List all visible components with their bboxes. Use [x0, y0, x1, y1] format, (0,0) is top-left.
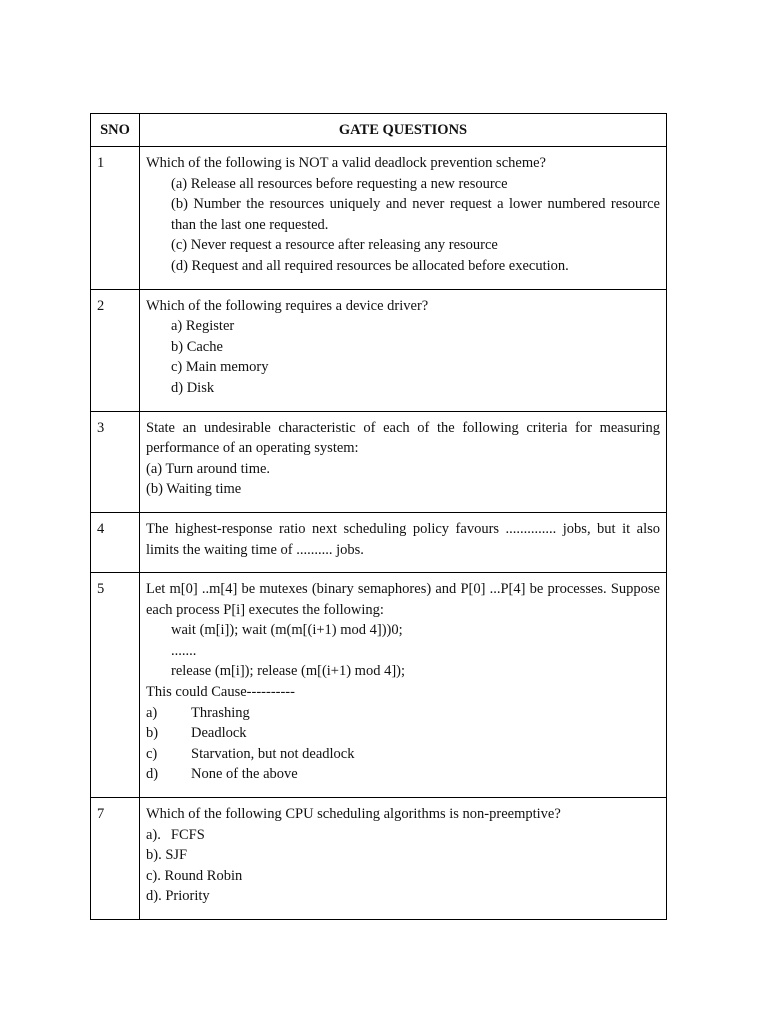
sno-header: SNO	[91, 114, 140, 147]
option-label: d)	[146, 766, 159, 783]
question-prompt: This could Cause----------	[146, 684, 295, 701]
option-d: d) Disk	[171, 379, 215, 396]
question-row-3	[91, 411, 667, 512]
questions-header: GATE QUESTIONS	[140, 114, 667, 147]
header-row	[91, 114, 667, 147]
question-number: 7	[91, 798, 140, 920]
question-cell	[140, 411, 667, 512]
option-b: b). SJF	[146, 847, 188, 864]
question-text: Let m[0] ..m[4] be mutexes (binary semaphores) and P[0] ...P[4] be processes. Suppose each process P[i] executes the following:	[146, 581, 660, 618]
option-text: FCFS	[170, 826, 205, 843]
option-c: c). Round Robin	[146, 867, 243, 884]
question-text: The highest-response ratio next scheduling policy favours .............. jobs, but it also limits the waiting time of .......... jobs.	[146, 520, 660, 558]
question-text: Which of the following CPU scheduling algorithms is non-preemptive?	[146, 806, 561, 823]
option-label: b)	[146, 725, 159, 742]
question-cell	[140, 573, 667, 798]
option-b	[146, 723, 660, 744]
option-a	[146, 825, 660, 846]
option-label: a)	[146, 704, 158, 721]
question-row-7	[91, 798, 667, 920]
question-row-2	[91, 289, 667, 411]
question-text: State an undesirable characteristic of each of the following criteria for measuring performance of an operating system:	[146, 419, 660, 457]
question-cell	[140, 512, 667, 572]
option-a: (a) Turn around time.	[146, 460, 271, 477]
question-number: 2	[91, 289, 140, 411]
option-b: (b) Number the resources uniquely and never request a lower numbered resource than the last one requested.	[171, 196, 660, 233]
option-d: (d) Request and all required resources be allocated before execution.	[171, 257, 569, 274]
option-c: (c) Never request a resource after releasing any resource	[171, 237, 498, 254]
option-a: (a) Release all resources before requesting a new resource	[171, 175, 508, 192]
question-text: Which of the following requires a device driver?	[146, 297, 429, 314]
option-d	[146, 764, 660, 785]
option-a: a) Register	[171, 318, 235, 335]
question-number: 4	[91, 512, 140, 572]
gate-questions-table	[90, 113, 667, 920]
option-text: None of the above	[191, 766, 298, 783]
question-cell	[140, 289, 667, 411]
option-text: Starvation, but not deadlock	[191, 745, 355, 762]
option-label: c)	[146, 745, 158, 762]
question-cell	[140, 798, 667, 920]
question-row-1	[91, 147, 667, 290]
code-line: .......	[171, 642, 197, 659]
question-cell	[140, 147, 667, 290]
option-c	[146, 744, 660, 765]
code-line: wait (m[i]); wait (m(m[(i+1) mod 4]))0;	[171, 622, 403, 639]
option-label: a).	[146, 826, 161, 843]
option-a	[146, 703, 660, 724]
question-row-5	[91, 573, 667, 798]
option-text: Deadlock	[191, 725, 247, 742]
question-number: 3	[91, 411, 140, 512]
option-d: d). Priority	[146, 888, 210, 905]
option-c: c) Main memory	[171, 359, 269, 376]
option-text: Thrashing	[191, 704, 250, 721]
option-b: (b) Waiting time	[146, 481, 242, 498]
question-text: Which of the following is NOT a valid deadlock prevention scheme?	[146, 155, 546, 171]
code-line: release (m[i]); release (m[(i+1) mod 4]);	[171, 663, 406, 680]
option-b: b) Cache	[171, 338, 223, 355]
question-row-4	[91, 512, 667, 572]
question-number: 1	[91, 147, 140, 290]
question-number: 5	[91, 573, 140, 798]
